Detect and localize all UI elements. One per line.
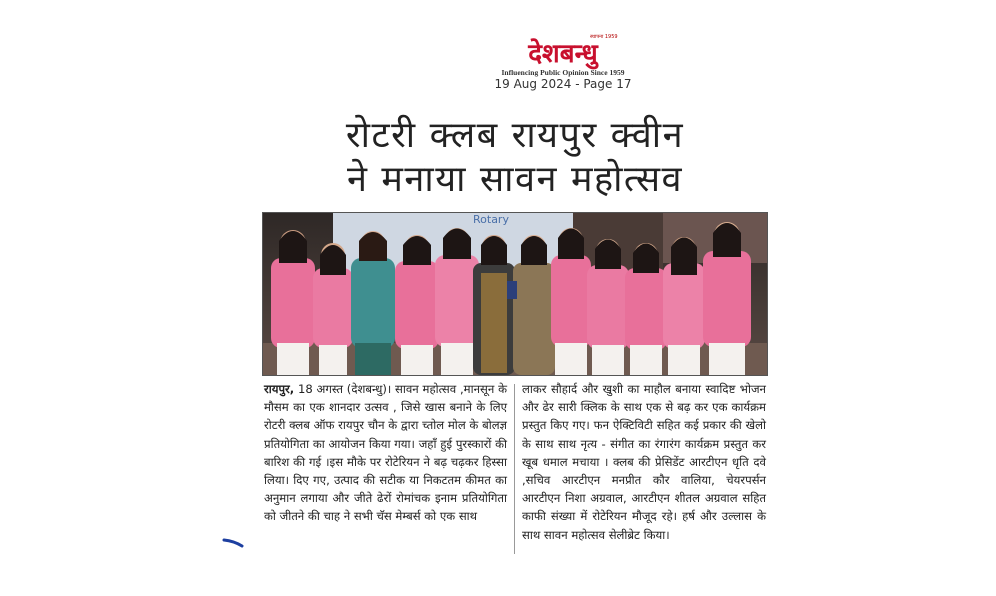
article-dateline: रायपुर, [264,382,295,396]
article-column-2-text: लाकर सौहार्द और खुशी का माहौल बनाया स्वादिष्ट भोजन और ढेर सारी क्लिक के साथ एक से बढ़ कर एक कार्यक्रम प्रस्तुत किए गए। फन ऐक्टिविटी सहित कई प्रकार की खेलो के साथ साथ नृत्य - संगीत का रंगारंग कार्यक्रम प्रस्तुत कर खूब धमाल मचाया । क्लब की प्रेसिडेंट आरटीएन धृति दवे ,सचिव आरटीएन मनप्रीत कौर वालिया, चेयरपर्सन आरटीएन निशा अग्रवाल, आरटीएन शीतल अग्रवाल सहित काफी संख्या में रोटेरियन मौजूद रहे। हर्ष और उल्लास के साथ सावन महोत्सव सेलीब्रेट किया। [522,382,766,542]
article-column-1-text: 18 अगस्त (देशबन्धु)। सावन महोत्सव ,मानसून के मौसम का एक शानदार उत्सव , जिसे खास बनाने के लिए रोटरी क्लब ऑफ रायपुर चौन के द्वारा च्तोल मोल के बोलज्ञ प्रतियोगिता का आयोजन किया गया। जहाँ हुई पुरस्कारों की बारिश की गई ।इस मौके पर रोटेरियन ने बढ़ चढ़कर हिस्सा लिया। दिए गए, उत्पाद की सटीक या निकटतम कीमत का अनुमान लगाया और जीते ढेरों रोमांचक इनाम प्रतियोगिता को जीतने की चाह ने सभी चॅस मेम्बर्स को एक साथ [264,382,507,524]
photo-banner-text: Rotary [473,213,509,226]
article-column-1 [264,380,507,526]
article-column-2 [522,380,766,544]
group-photo [262,212,768,376]
article-headline [262,114,768,202]
headline-line-2: ने मनाया सावन महोत्सव [346,159,684,200]
masthead [478,34,648,77]
pen-mark [222,537,246,551]
column-divider [514,384,515,554]
group-photo-illustration [263,213,767,375]
issue-date-page: 19 Aug 2024 - Page 17 [494,77,632,91]
newspaper-logo: देशबन्धु [528,39,598,69]
masthead-small-label: स्थापना 1959 [590,34,618,40]
newspaper-tagline: Influencing Public Opinion Since 1959 [501,68,625,77]
headline-line-1: रोटरी क्लब रायपुर क्वीन [345,115,685,156]
